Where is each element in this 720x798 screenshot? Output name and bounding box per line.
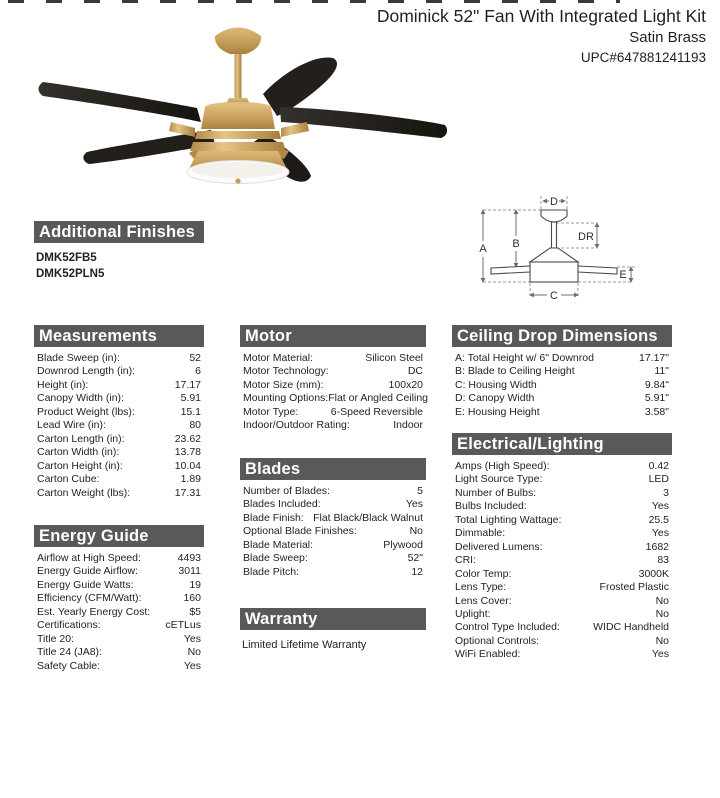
spec-row	[455, 595, 669, 608]
spec-row	[243, 352, 423, 365]
spec-label: Energy Guide Watts:	[37, 578, 134, 591]
spec-value: Indoor	[393, 419, 423, 432]
spec-value: No	[655, 634, 669, 647]
spec-row	[243, 419, 423, 432]
spec-row	[243, 365, 423, 378]
spec-label: Indoor/Outdoor Rating:	[243, 419, 350, 432]
spec-row	[37, 379, 201, 392]
spec-row	[455, 541, 669, 554]
spec-value: cETLus	[165, 619, 201, 632]
spec-label: Title 20:	[37, 632, 74, 645]
spec-row	[243, 498, 423, 511]
spec-label: Carton Height (in):	[37, 459, 123, 472]
spec-label: D: Canopy Width	[455, 392, 535, 405]
spec-label: WiFi Enabled:	[455, 648, 521, 661]
spec-row	[455, 365, 669, 378]
spec-value: 6	[195, 365, 201, 378]
section-header-measurements: Measurements	[34, 325, 204, 347]
section-blades	[240, 458, 426, 579]
diagram-label-d: D	[550, 196, 558, 208]
spec-row	[243, 379, 423, 392]
spec-row	[455, 608, 669, 621]
spec-value: 3000K	[638, 567, 669, 580]
spec-label: Blade Material:	[243, 538, 314, 551]
spec-value: Plywood	[383, 538, 423, 551]
spec-label: Number of Bulbs:	[455, 486, 537, 499]
spec-value: No	[187, 646, 201, 659]
spec-row	[243, 566, 423, 579]
spec-row	[37, 565, 201, 578]
spec-value: 3.58"	[644, 405, 669, 418]
spec-label: Delivered Lumens:	[455, 540, 543, 553]
section-header-energy-guide: Energy Guide	[34, 525, 204, 547]
section-warranty	[240, 608, 426, 652]
spec-value: Flat Black/Black Walnut	[313, 511, 423, 524]
spec-row	[37, 606, 201, 619]
spec-row	[455, 460, 669, 473]
diagram-housing	[530, 262, 578, 282]
spec-value: 23.62	[174, 432, 201, 445]
diagram-label-c: C	[550, 290, 558, 302]
spec-row	[37, 660, 201, 673]
spec-value: 100x20	[388, 378, 423, 391]
spec-value: 5.91	[180, 392, 201, 405]
spec-row	[37, 646, 201, 659]
spec-label: Canopy Width (in):	[37, 392, 124, 405]
spec-row	[243, 525, 423, 538]
spec-label: Optional Blade Finishes:	[243, 525, 357, 538]
spec-row	[37, 446, 201, 459]
cropped-logo-strip	[8, 0, 620, 3]
spec-value: 4493	[177, 552, 201, 564]
spec-value: 83	[657, 554, 669, 567]
spec-value: Frosted Plastic	[599, 581, 669, 594]
spec-value: 5	[417, 485, 423, 497]
spec-row	[455, 568, 669, 581]
spec-row	[455, 473, 669, 486]
section-header-warranty: Warranty	[240, 608, 426, 630]
spec-row	[37, 633, 201, 646]
spec-label: Lens Cover:	[455, 594, 512, 607]
spec-label: Dimmable:	[455, 527, 506, 540]
spec-value: 3011	[178, 565, 201, 578]
section-additional-finishes	[34, 221, 204, 282]
finial	[235, 178, 240, 183]
spec-row	[243, 552, 423, 565]
title-block	[377, 6, 706, 65]
spec-row	[455, 392, 669, 405]
spec-value: No	[655, 607, 669, 620]
spec-row	[243, 512, 423, 525]
spec-value: 10.04	[174, 459, 201, 472]
spec-value: 5.91"	[644, 392, 669, 405]
spec-row	[37, 460, 201, 473]
spec-row	[37, 392, 201, 405]
diagram-blade-right	[578, 266, 617, 274]
spec-row	[37, 487, 201, 500]
spec-label: Certifications:	[37, 619, 101, 632]
spec-label: Light Source Type:	[455, 473, 543, 486]
spec-row	[455, 554, 669, 567]
spec-row	[455, 406, 669, 419]
spec-label: Carton Weight (lbs):	[37, 486, 131, 499]
section-ceiling-drop-dimensions	[452, 325, 672, 419]
section-energy-guide	[34, 525, 204, 673]
spec-row	[455, 648, 669, 661]
spec-row	[455, 621, 669, 634]
warranty-text: Limited Lifetime Warranty	[242, 639, 367, 651]
spec-label: Bulbs Included:	[455, 500, 527, 513]
spec-row	[455, 635, 669, 648]
spec-value: Silicon Steel	[365, 352, 423, 364]
diagram-label-b: B	[512, 238, 520, 250]
spec-row	[37, 592, 201, 605]
diagram-label-a: A	[479, 243, 487, 255]
spec-label: Number of Blades:	[243, 485, 330, 497]
spec-value: 19	[189, 578, 201, 591]
spec-label: C: Housing Width	[455, 378, 537, 391]
spec-value: $5	[189, 605, 201, 618]
spec-label: Motor Technology:	[243, 365, 329, 378]
finish-sku: DMK52PLN5	[36, 267, 105, 280]
spec-row	[455, 514, 669, 527]
spec-label: Product Weight (lbs):	[37, 405, 135, 418]
ceiling-drop-diagram	[455, 183, 715, 315]
spec-row	[37, 579, 201, 592]
spec-label: CRI:	[455, 554, 476, 567]
spec-value: 1682	[645, 540, 669, 553]
spec-label: Optional Controls:	[455, 634, 540, 647]
spec-value: Yes	[183, 632, 201, 645]
spec-value: Yes	[651, 648, 669, 661]
product-title: Dominick 52" Fan With Integrated Light Kit	[376, 6, 706, 26]
spec-row	[37, 352, 201, 365]
section-header-motor: Motor	[240, 325, 426, 347]
spec-value: Yes	[183, 659, 201, 672]
spec-value: 15.1	[180, 405, 201, 418]
spec-value: No	[409, 525, 423, 538]
spec-label: Carton Width (in):	[37, 446, 120, 459]
section-header-additional-finishes: Additional Finishes	[34, 221, 204, 243]
spec-label: Title 24 (JA8):	[37, 646, 102, 659]
spec-label: Energy Guide Airflow:	[37, 565, 138, 578]
spec-value: 52"	[407, 552, 423, 565]
spec-label: Blade Finish:	[243, 511, 304, 524]
spec-label: Uplight:	[455, 607, 491, 620]
spec-label: Airflow at High Speed:	[37, 552, 141, 564]
spec-label: Efficiency (CFM/Watt):	[37, 592, 142, 605]
spec-label: B: Blade to Ceiling Height	[455, 365, 575, 378]
spec-label: Carton Cube:	[37, 473, 100, 486]
spec-label: E: Housing Height	[455, 405, 540, 418]
spec-row	[37, 552, 201, 565]
spec-value: DC	[407, 365, 423, 378]
spec-row	[455, 487, 669, 500]
spec-row	[455, 352, 669, 365]
spec-value: Yes	[651, 527, 669, 540]
finish-name: Satin Brass	[629, 29, 706, 46]
spec-value: WIDC Handheld	[593, 621, 669, 634]
spec-value: 17.31	[174, 486, 201, 499]
spec-label: Safety Cable:	[37, 659, 101, 672]
spec-row	[455, 527, 669, 540]
spec-value: 13.78	[174, 446, 201, 459]
diagram-label-dr: DR	[578, 231, 594, 243]
spec-label: Blades Included:	[243, 498, 321, 511]
section-measurements	[34, 325, 204, 500]
section-header-electrical: Electrical/Lighting	[452, 433, 672, 455]
spec-label: Lens Type:	[455, 581, 507, 594]
spec-value: Flat or Angled Ceiling	[328, 392, 429, 405]
spec-label: Blade Sweep:	[243, 552, 308, 565]
section-motor	[240, 325, 429, 433]
spec-label: Downrod Length (in):	[37, 365, 136, 378]
spec-label: Control Type Included:	[455, 621, 560, 634]
spec-row	[243, 485, 423, 498]
spec-value: No	[655, 594, 669, 607]
spec-value: 52	[189, 352, 201, 364]
spec-row	[243, 406, 423, 419]
spec-label: Carton Length (in):	[37, 432, 125, 445]
spec-label: Amps (High Speed):	[455, 460, 550, 472]
spec-row	[243, 392, 429, 405]
spec-value: 3	[663, 486, 669, 499]
spec-row	[455, 581, 669, 594]
spec-label: A: Total Height w/ 6" Downrod	[455, 352, 594, 364]
spec-label: Color Temp:	[455, 567, 512, 580]
diagram-blade-left	[491, 266, 530, 274]
spec-label: Lead Wire (in):	[37, 419, 106, 432]
spec-value: 1.89	[180, 473, 201, 486]
diagram-label-e: E	[619, 269, 627, 281]
spec-value: 25.5	[648, 513, 669, 526]
spec-label: Motor Size (mm):	[243, 378, 324, 391]
spec-label: Mounting Options:	[243, 392, 329, 405]
spec-label: Motor Material:	[243, 352, 314, 364]
spec-value: 17.17	[174, 378, 201, 391]
spec-label: Height (in):	[37, 378, 89, 391]
spec-value: 9.84"	[644, 378, 669, 391]
spec-label: Blade Sweep (in):	[37, 352, 120, 364]
spec-row	[37, 406, 201, 419]
spec-row	[37, 619, 201, 632]
spec-value: 160	[183, 592, 201, 605]
spec-row	[455, 500, 669, 513]
spec-value: 11"	[654, 365, 669, 378]
spec-row	[37, 365, 201, 378]
spec-row	[37, 473, 201, 486]
upc-code: UPC#647881241193	[580, 50, 706, 65]
spec-value: Yes	[405, 498, 423, 511]
spec-row	[455, 379, 669, 392]
diagram-cone	[530, 248, 578, 262]
diagram-canopy	[541, 210, 567, 222]
spec-row	[37, 433, 201, 446]
spec-value: 12	[411, 565, 423, 578]
section-header-ceiling-drop: Ceiling Drop Dimensions	[452, 325, 672, 347]
spec-value: LED	[648, 473, 669, 486]
finish-sku: DMK52FB5	[36, 252, 97, 264]
spec-value: 80	[189, 419, 201, 432]
spec-row	[37, 419, 201, 432]
spec-label: Blade Pitch:	[243, 565, 300, 578]
diagram-downrod	[552, 222, 557, 248]
section-header-blades: Blades	[240, 458, 426, 480]
spec-label: Total Lighting Wattage:	[455, 513, 562, 526]
spec-row	[243, 539, 423, 552]
spec-value: 17.17"	[638, 352, 669, 364]
spec-value: Yes	[651, 500, 669, 513]
spec-label: Motor Type:	[243, 405, 299, 418]
spec-value: 6-Speed Reversible	[330, 405, 423, 418]
section-electrical-lighting	[452, 433, 672, 662]
spec-value: 0.42	[648, 460, 669, 472]
spec-label: Est. Yearly Energy Cost:	[37, 605, 151, 618]
